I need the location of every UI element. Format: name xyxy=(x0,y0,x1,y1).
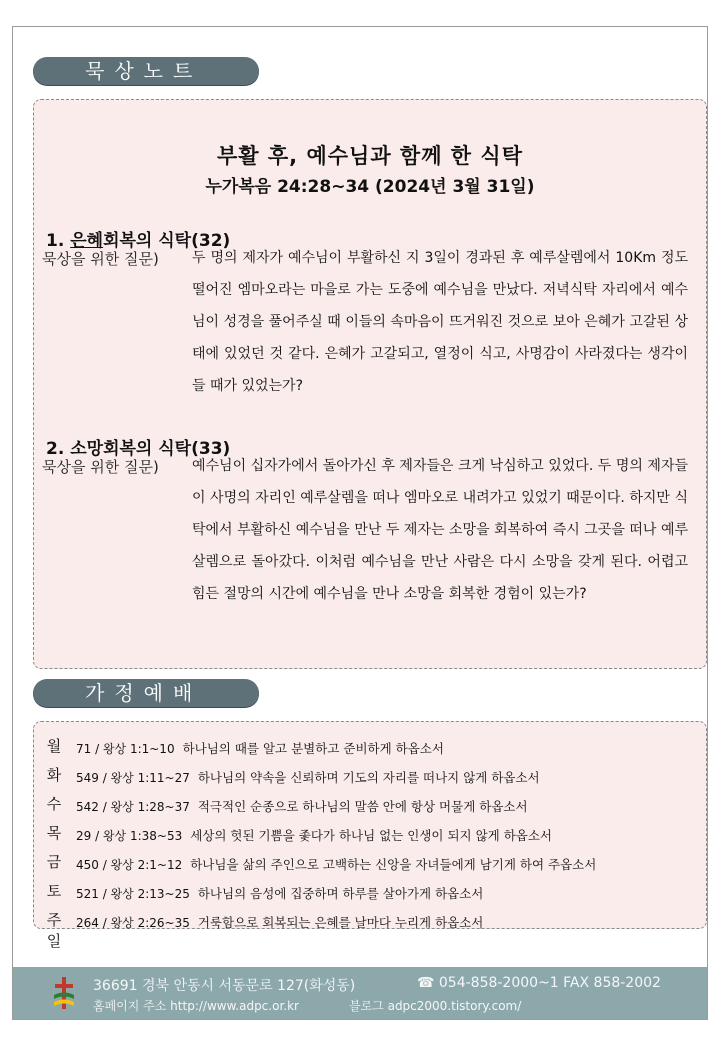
worship-day: 토 xyxy=(46,882,62,900)
worship-prayer: 하나님을 삶의 주인으로 고백하는 신앙을 자녀들에게 남기게 하여 주옵소서 xyxy=(190,857,597,872)
worship-day: 주일 xyxy=(46,911,62,950)
worship-ref: 264 / 왕상 2:26~35 xyxy=(76,916,190,930)
worship-prayer: 세상의 헛된 기쁨을 좇다가 하나님 없는 인생이 되지 않게 하옵소서 xyxy=(190,828,553,843)
heading-number: 2. xyxy=(46,439,65,459)
bulletin-page xyxy=(12,26,708,1020)
worship-prayer: 하나님의 음성에 집중하며 하루를 살아가게 하옵소서 xyxy=(197,886,484,901)
worship-ref: 450 / 왕상 2:1~12 xyxy=(76,858,183,872)
worship-day: 목 xyxy=(46,824,62,842)
worship-row xyxy=(34,761,706,785)
church-cross-icon xyxy=(51,975,77,1015)
family-worship-box xyxy=(33,721,707,950)
question-label-1: 묵상을 위한 질문) xyxy=(42,250,159,268)
sermon-title: 부활 후, 예수님과 함께 한 식탁 xyxy=(217,144,523,168)
question-label-2: 묵상을 위한 질문) xyxy=(42,458,159,476)
section-tag-meditation: 묵상노트 xyxy=(33,57,259,85)
worship-prayer: 하나님의 때를 알고 분별하고 준비하게 하옵소서 xyxy=(182,741,444,756)
heading-rest: 회복의 식탁(32) xyxy=(103,231,231,251)
worship-row xyxy=(34,790,706,814)
worship-day: 수 xyxy=(46,795,62,813)
worship-entry xyxy=(76,739,444,757)
church-footer xyxy=(13,967,707,1019)
church-address: 36691 경북 안동시 서동문로 127(화성동) xyxy=(93,978,356,994)
church-phone: ☎ 054-858-2000~1 FAX 858-2002 xyxy=(417,975,661,991)
worship-ref: 29 / 왕상 1:38~53 xyxy=(76,829,183,843)
worship-row xyxy=(34,732,706,756)
worship-entry xyxy=(76,797,528,815)
worship-row xyxy=(34,819,706,843)
worship-prayer: 하나님의 약속을 신뢰하며 기도의 자리를 떠나지 않게 하옵소서 xyxy=(197,770,540,785)
worship-entry xyxy=(76,884,483,902)
heading-rest: 소망회복의 식탁(33) xyxy=(70,439,231,459)
worship-entry xyxy=(76,768,540,786)
worship-day: 금 xyxy=(46,853,62,871)
question-body-1: 두 명의 제자가 예수님이 부활하신 지 3일이 경과된 후 예루살렘에서 10Km 정도 떨어진 엠마오라는 마을로 가는 도중에 예수님을 만났다. 저녁식탁 자리에서 예수님이 성경을 풀어주실 때 이들의 속마음이 뜨거워진 것으로 보아 은혜가 고갈된 상태에 있었던 것 같다. 은혜가 고갈되고, 열정이 식고, 사명감이 사라졌다는 생각이 들 때가 있었는가? xyxy=(192,250,688,394)
heading-number: 1. xyxy=(46,231,65,251)
worship-prayer: 거룩함으로 회복되는 은혜를 날마다 누리게 하옵소서 xyxy=(197,915,484,930)
worship-ref: 549 / 왕상 1:11~27 xyxy=(76,771,190,785)
question-body-2: 예수님이 십자가에서 돌아가신 후 제자들은 크게 낙심하고 있었다. 두 명의 제자들이 사명의 자리인 예루살렘을 떠나 엠마오로 내려가고 있었기 때문이다. 하지만 식탁에서 부활하신 예수님을 만난 두 제자는 소망을 회복하여 즉시 그곳을 떠나 예루살렘으로 돌아갔다. 이처럼 예수님을 만난 사람은 다시 소망을 갖게 된다. 어렵고 힘든 절망의 시간에 예수님을 만나 소망을 회복한 경험이 있는가? xyxy=(192,458,688,602)
worship-ref: 71 / 왕상 1:1~10 xyxy=(76,742,175,756)
sermon-scripture: 누가복음 24:28~34 (2024년 3월 31일) xyxy=(205,177,535,197)
worship-entry xyxy=(76,826,552,844)
heading-underlined: 은혜 xyxy=(70,231,104,251)
section-tag-family-worship: 가정예배 xyxy=(33,679,259,707)
worship-row xyxy=(34,848,706,872)
church-blog[interactable]: 블로그 adpc2000.tistory.com/ xyxy=(349,999,522,1013)
worship-prayer: 적극적인 순종으로 하나님의 말씀 안에 항상 머물게 하옵소서 xyxy=(197,799,528,814)
worship-entry xyxy=(76,855,596,873)
worship-ref: 521 / 왕상 2:13~25 xyxy=(76,887,190,901)
worship-entry xyxy=(76,913,483,931)
worship-row xyxy=(34,906,706,950)
worship-row xyxy=(34,877,706,901)
worship-ref: 542 / 왕상 1:28~37 xyxy=(76,800,190,814)
worship-day: 월 xyxy=(46,737,62,755)
meditation-box xyxy=(33,99,707,669)
church-website[interactable]: 홈페이지 주소 http://www.adpc.or.kr xyxy=(93,999,299,1013)
worship-day: 화 xyxy=(46,766,62,784)
